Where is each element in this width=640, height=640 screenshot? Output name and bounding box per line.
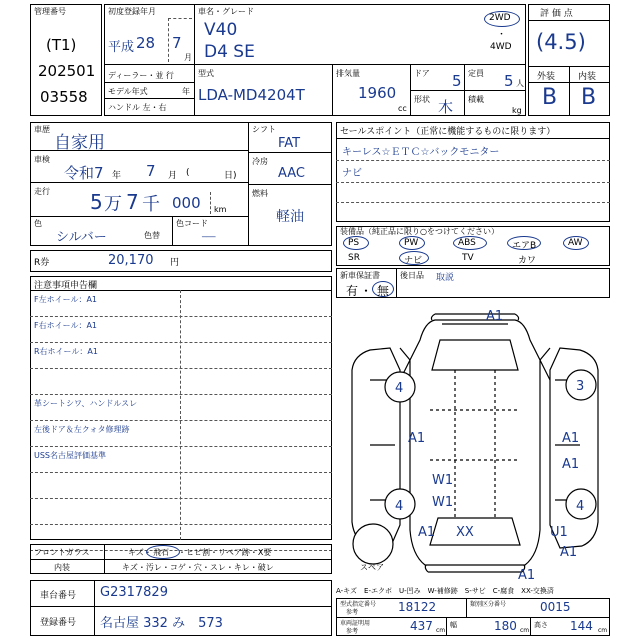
- shaken-paren: (: [186, 168, 190, 178]
- shaken-day-unit: 日): [224, 171, 237, 181]
- use-label: 車歴: [34, 125, 50, 134]
- spec-len-label: 車両証明用: [340, 620, 371, 627]
- diag-a1-bottom: A1: [518, 568, 536, 583]
- car-diagram: [340, 300, 610, 585]
- drive-2wd: 2WD: [489, 13, 511, 23]
- glass-front-rest: ・ヒビ割・リペア跡・X要: [178, 548, 272, 557]
- int-label: 内装: [578, 72, 597, 82]
- disp-unit: cc: [398, 104, 407, 113]
- diag-w1-2: W1: [432, 495, 454, 510]
- note-divider: [30, 368, 332, 369]
- note-line: 革シートシワ、ハンドルスレ: [34, 399, 138, 408]
- warranty-nashi: 無: [377, 284, 390, 298]
- model-year-label: モデル年式: [108, 87, 148, 96]
- equip-circle: [399, 236, 425, 250]
- diag-a1-bl: A1: [418, 525, 436, 540]
- spare-tire: [353, 524, 393, 564]
- equip-circle: [453, 236, 487, 250]
- fuel-value: 軽油: [276, 209, 304, 225]
- note-line: F左ホイール：A1: [34, 295, 98, 304]
- recycle-label: R券: [34, 258, 50, 268]
- equip-item: TV: [462, 253, 474, 263]
- name-line2: D4 SE: [204, 42, 255, 62]
- diag-a1-left: A1: [408, 431, 426, 446]
- diag-w1-1: W1: [432, 473, 454, 488]
- note-divider: [30, 316, 332, 317]
- reg-month: 7: [172, 34, 182, 52]
- spec-len-ref: 参考: [346, 628, 359, 635]
- note-divider: [30, 394, 332, 395]
- color-code-value: ___: [202, 228, 216, 238]
- note-line: R右ホイール：A1: [34, 347, 98, 356]
- mgmt-line2: 202501: [38, 62, 96, 80]
- note-divider: [30, 524, 332, 525]
- shaken-month-unit: 月: [168, 171, 178, 181]
- disp-label: 排気量: [336, 69, 360, 78]
- spec-height-label: 高さ: [534, 621, 548, 629]
- equip-circle: [399, 251, 429, 265]
- warranty-label: 新車保証書: [340, 271, 380, 280]
- sales-label: セールスポイント（正常に機能するものに限ります）: [340, 127, 556, 137]
- diag-spare-label: スペア: [360, 563, 384, 572]
- aftermarket-label: 後日品: [400, 271, 424, 280]
- glass-front-label: フロントガラス: [34, 548, 90, 557]
- chassis-label: 車台番号: [40, 591, 77, 601]
- score-value: (4.5): [536, 30, 586, 54]
- use-value: 自家用: [54, 133, 105, 153]
- spec-width-value: 180: [494, 619, 517, 633]
- equip-item: カワ: [518, 256, 537, 266]
- spec-width-label: 幅: [450, 621, 457, 629]
- drive-dot: ・: [497, 30, 507, 40]
- int-value: B: [581, 85, 597, 110]
- glass-front-circled: 飛石: [153, 548, 169, 557]
- aftermarket-value: 取説: [436, 273, 455, 283]
- equip-item: SR: [348, 253, 360, 263]
- disp-value: 1960: [358, 84, 397, 102]
- spec-type-label: 型式指定番号: [340, 601, 377, 608]
- equip-circle: [563, 236, 589, 250]
- name-line1: V40: [204, 20, 238, 40]
- dealer-label: ディーラー・並 行: [108, 71, 174, 80]
- mgmt-line3: 03558: [40, 88, 88, 106]
- diag-four-left: 4: [395, 381, 404, 396]
- note-divider: [30, 472, 332, 473]
- diag-xx: XX: [456, 525, 474, 540]
- equip-item: ABS: [458, 238, 476, 248]
- model-label: 型式: [198, 69, 214, 78]
- equip-item: エアB: [512, 241, 537, 251]
- model-value: LDA-MD4204T: [198, 86, 305, 104]
- reg-year: 28: [136, 34, 156, 52]
- sales-line2: ナビ: [342, 168, 362, 179]
- equip-circle: [507, 236, 541, 250]
- shift-label: シフト: [252, 125, 276, 134]
- recycle-value: 20,170: [108, 253, 154, 268]
- handle-label: ハンドル 左・右: [108, 103, 167, 112]
- ext-value: B: [542, 85, 558, 110]
- color-change-label: 色替: [144, 231, 160, 240]
- ac-value: AAC: [278, 166, 305, 181]
- plate-label: 登録番号: [40, 618, 77, 628]
- note-divider: [30, 342, 332, 343]
- spec-height-unit: cm: [598, 627, 608, 634]
- shaken-year-unit: 年: [112, 171, 122, 181]
- glass-interior-label: 内装: [54, 563, 70, 572]
- ac-label: 冷房: [252, 157, 268, 166]
- note-divider: [30, 498, 332, 499]
- reg-label: 初度登録年月: [108, 7, 156, 16]
- diag-three-right: 3: [576, 379, 585, 394]
- mgmt-label: 管理番号: [34, 7, 66, 16]
- plate-value: 名古屋 332 み 573: [100, 616, 223, 631]
- glass-interior-items: キズ・汚レ・コゲ・穴・スレ・キレ・破レ: [122, 563, 274, 572]
- equip-circle: [343, 236, 369, 250]
- equip-item: AW: [568, 238, 583, 248]
- legend: A-キズ E-エクボ U-凹み W-補修跡 S-サビ C-腐食 XX-交換済: [336, 587, 554, 595]
- mileage-sen-unit: 千: [142, 194, 160, 215]
- load-label: 積載: [468, 95, 484, 104]
- name-label: 車名・グレード: [198, 7, 254, 16]
- note-line: F右ホイール：A1: [34, 321, 98, 330]
- shift-value: FAT: [278, 136, 301, 151]
- recycle-box: [30, 250, 332, 272]
- spec-height-value: 144: [570, 619, 593, 633]
- mileage-man-unit: 万: [104, 194, 122, 215]
- reg-month-unit: 月: [184, 53, 192, 62]
- warranty-ari: 有: [346, 284, 359, 298]
- spec-width-unit: cm: [520, 627, 530, 634]
- diag-a1-right-2: A1: [562, 457, 580, 472]
- note-line: USS名古屋評価基準: [34, 451, 107, 460]
- spec-class-label: 類別区分番号: [470, 601, 507, 608]
- cap-unit: 人: [516, 79, 524, 88]
- sales-box: [336, 122, 610, 222]
- diag-a1-right-1: A1: [562, 431, 580, 446]
- spec-class-value: 0015: [540, 600, 571, 614]
- shaken-label: 車検: [34, 155, 50, 164]
- mileage-unit: km: [214, 205, 227, 214]
- model-year-unit: 年: [182, 87, 190, 96]
- score-label: 評 価 点: [540, 9, 573, 19]
- spec-type-value: 18122: [398, 600, 437, 614]
- note-divider: [30, 446, 332, 447]
- cap-label: 定員: [468, 69, 484, 78]
- drive-4wd: 4WD: [490, 42, 512, 52]
- shape-label: 形状: [414, 95, 430, 104]
- color-value: シルバー: [56, 230, 107, 245]
- cap-value: 5: [504, 72, 514, 90]
- diag-four-bl: 4: [395, 499, 404, 514]
- diag-a1-br: A1: [560, 545, 578, 560]
- color-label: 色: [34, 219, 42, 228]
- mileage-label: 走行: [34, 187, 50, 196]
- mileage-man: 5: [90, 190, 103, 214]
- recycle-unit: 円: [170, 258, 180, 268]
- equip-item: PS: [348, 238, 360, 248]
- diag-four-br: 4: [576, 499, 585, 514]
- mileage-rest: 000: [172, 194, 201, 212]
- mgmt-line1: (T1): [46, 36, 77, 54]
- notes-label: 注意事項申告欄: [34, 281, 98, 291]
- color-code-label: 色コード: [176, 219, 208, 228]
- note-line: 左後ドア＆左クォタ修理跡: [34, 425, 130, 434]
- chassis-value: G2317829: [100, 585, 168, 600]
- fuel-label: 燃料: [252, 189, 268, 198]
- load-unit: kg: [512, 106, 522, 115]
- shaken-month: 7: [146, 162, 156, 180]
- note-divider: [30, 420, 332, 421]
- sales-line1: キーレス☆ＥＴＣ☆バックモニター: [342, 147, 500, 158]
- diag-u1: U1: [550, 525, 568, 540]
- ext-label: 外装: [537, 72, 556, 82]
- mileage-sen: 7: [126, 190, 139, 214]
- shaken-era: 令和7: [64, 164, 104, 182]
- equip-item: ナビ: [404, 256, 423, 266]
- equip-item: PW: [404, 238, 419, 248]
- shape-value: 木: [438, 98, 454, 116]
- glass-front-items: キズ・: [128, 548, 152, 557]
- spec-len-value: 437: [410, 619, 433, 633]
- diag-a1-top: A1: [486, 309, 504, 324]
- spec-len-unit: cm: [436, 627, 446, 634]
- reg-era: 平成: [108, 40, 135, 55]
- equip-label: 装備品（純正品に限り○をつけてください）: [340, 227, 499, 236]
- door-value: 5: [452, 72, 462, 90]
- door-label: ドア: [414, 69, 430, 78]
- warranty-dot: ・: [360, 284, 373, 298]
- spec-type-ref: 参考: [346, 609, 359, 616]
